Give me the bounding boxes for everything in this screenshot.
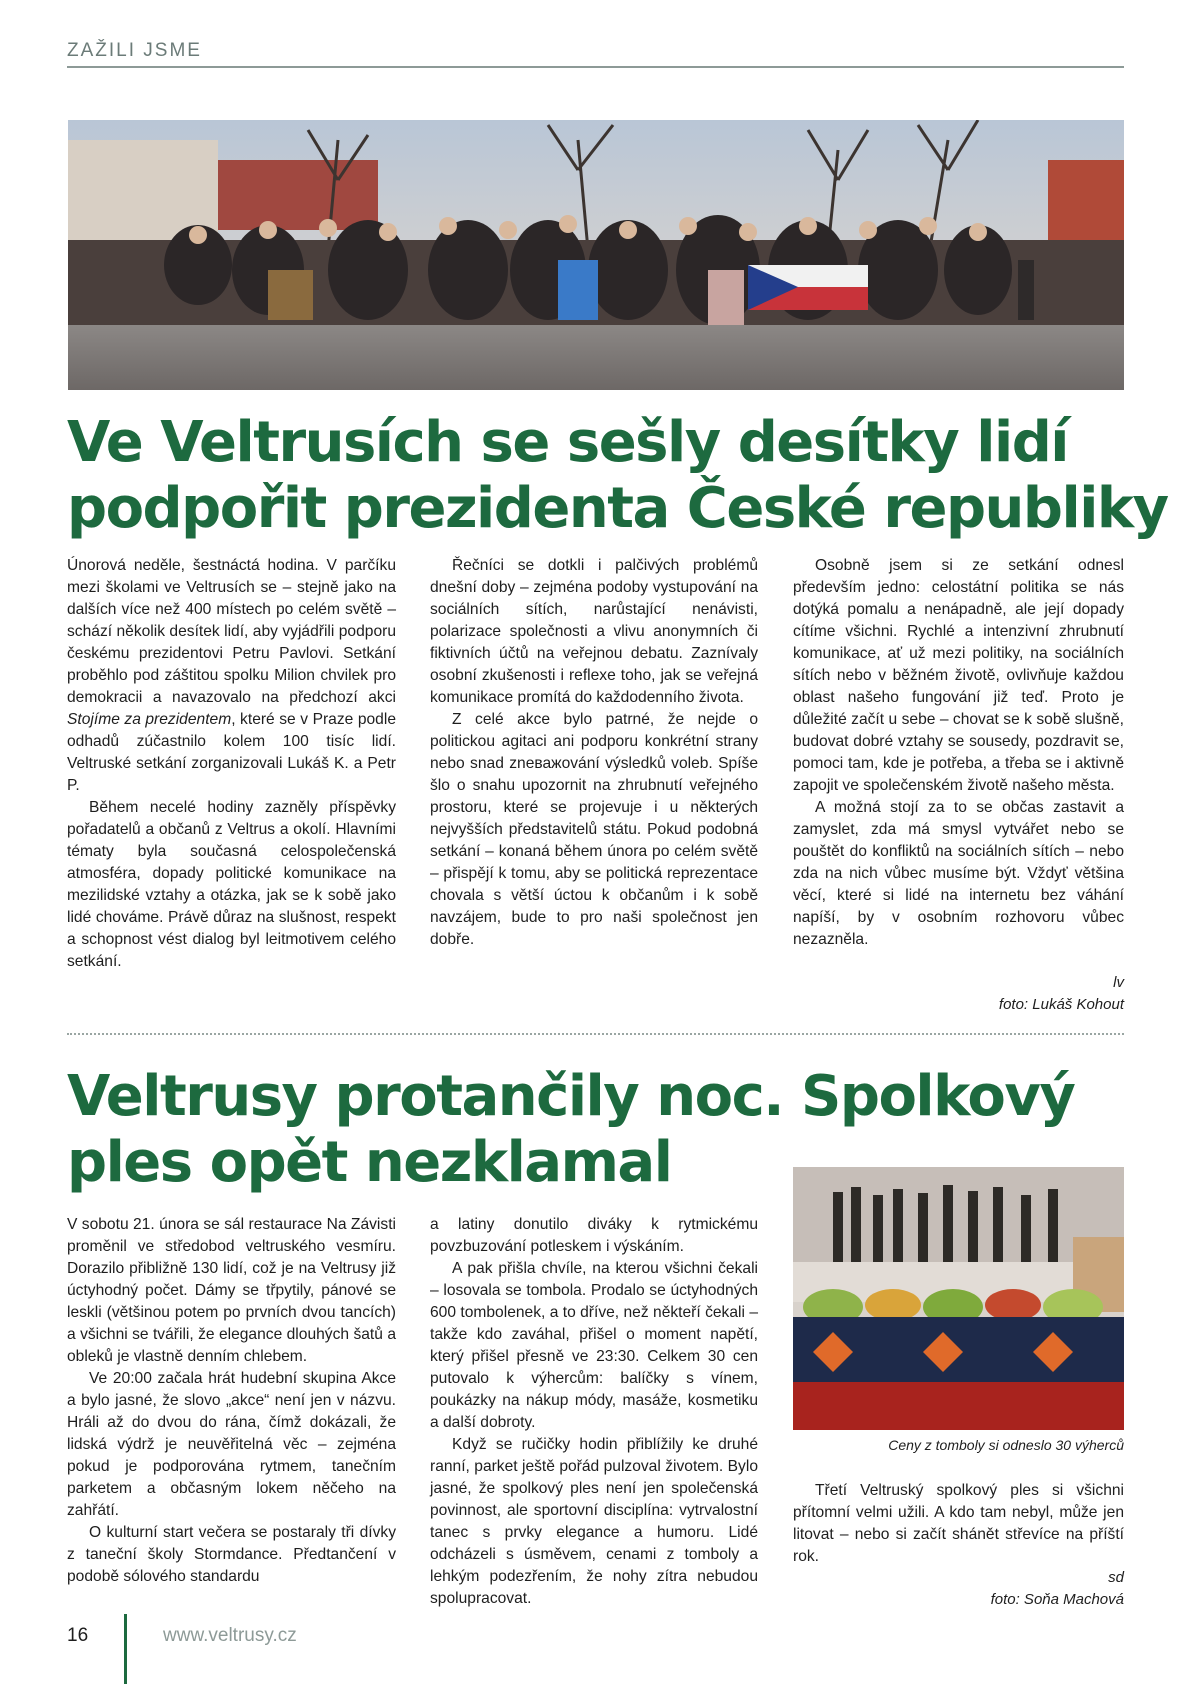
section-label: ZAŽILI JSME — [67, 40, 202, 61]
article2-headline-line2: ples opět nezklamal — [67, 1130, 672, 1195]
article1-photo-credit: foto: Lukáš Kohout — [998, 996, 1124, 1013]
article2-col1-p1: V sobotu 21. února se sál restaurace Na Závisti proměnil ve středobod veltruského vesmíru. Dorazilo přibližně 130 lidí, což je na Veltrusy již úctyhodný počet. Dámy se třpytily, pánové se leskli (většinou potem po prvních dvou tancích) a všichni se tvářili, že elegance dlouhých šatů a obleků je vlastně denním chlebem. — [67, 1216, 396, 1365]
article2-author: sd — [1108, 1569, 1124, 1586]
article1-col2 — [430, 555, 758, 951]
article1-headline-line1: Ve Veltrusích se sešly desítky lidí — [67, 410, 1068, 475]
article1-headline — [67, 410, 1168, 542]
article2-signature — [991, 1567, 1124, 1611]
article2-col2-p2: A pak přišla chvíle, na kterou všichni čekali – losovala se tombola. Prodalo se úctyhodných 600 tombolenek, a to dříve, než někteří čekali – takže kdo zaváhal, přišel o moment napětí, který přišel přesně ve 23:30. Celkem 30 cen putovalo k výhercům: balíčky s vínem, poukázky na nákup módy, masáže, kosmetiku a další dobroty. — [430, 1260, 758, 1431]
article2-col1 — [67, 1214, 396, 1588]
article1-col1-p1-em: Stojíme za prezidentem — [67, 711, 232, 728]
article2-headline-line1: Veltrusy protančily noc. Spolkový — [67, 1064, 1075, 1129]
article1-col2-p2: Z celé akce bylo patrné, že nejde o politickou agitaci ani podporu konkrétní strany nebo snad zneважování výsledků voleb. Spíše šlo o snahu upozornit na zhrubnutí veřejného prostoru, které se projevuje i u některých nejvyšších představitelů státu. Pokud podobná setkání – konaná během února po celém světě – přispějí k tomu, aby se politická reprezentace chovala s větší úctou k občanům i k sobě navzájem, bude to pro naši společnost jen dobře. — [430, 711, 758, 948]
article2-col2-p3: Když se ručičky hodin přiblížily ke druhé ranní, parket ještě pořád pulzoval životem. Bylo jasné, že spolkový ples není jen společenská povinnost, ale sportovní disciplína: vytrvalostní tanec s prvky elegance a humoru. Lidé odcházeli s úsměvem, cenami z tomboly a lehkým podezřením, že nohy zítra nebudou spolupracovat. — [430, 1436, 758, 1607]
section-divider — [67, 1033, 1124, 1035]
article2-photo-credit: foto: Soňa Machová — [990, 1591, 1124, 1608]
article2-col2 — [430, 1214, 758, 1610]
article1-col3-p2: A možná stojí za to se občas zastavit a zamyslet, zda má smysl vytvářet nebo se pouštět do konfliktů na sociálních sítích – nebo zda na nich vůbec musíme být. Vždyť většina věcí, které si lidé na internetu bez váhání napíší, by v osobním rozhovoru vůbec nezazněla. — [793, 799, 1124, 948]
article2-col1-p2: Ve 20:00 začala hrát hudební skupina Akce a bylo jasné, že slovo „akce“ není jen v názvu. Hráli až do dvou do rána, čímž dokázali, že lidská výdrž je neuvěřitelná věc – zejména pokud je podporována rytmem, tanečním parketem a občasným lokem něčeho na zahřátí. — [67, 1370, 396, 1519]
article1-signature — [999, 972, 1124, 1016]
article1-col2-p1: Řečníci se dotkli i palčivých problémů dnešní doby – zejména podoby vystupování na sociálních sítích, narůstající nenávisti, polarizace společnosti a vlivu anonymních či fiktivních účtů na veřejnou debatu. Zaznívaly osobní zkušenosti i reflexe toho, jak se veřejná komunikace promítá do každodenního života. — [430, 557, 758, 706]
article1-col1-p1-a: Únorová neděle, šestnáctá hodina. V parčíku mezi školami ve Veltrusích se – stejně jako na dalších více než 400 místech po celém světě – schází několik desítek lidí, aby vyjádřili podporu českému prezidentovi Petru Pavlovi. Setkání proběhlo pod záštitou spolku Milion chvilek pro demokracii a navazovalo na předchozí akci — [67, 557, 396, 706]
footer-bar — [124, 1614, 127, 1684]
article2-col3 — [793, 1480, 1124, 1568]
article1-col1-p2: Během necelé hodiny zazněly příspěvky pořadatelů a občanů z Veltrus a okolí. Hlavními tématy byla současná celospolečenská atmosféra, dopady politické komunikace na mezilidské vztahy a otázka, jak se k sobě jako lidé chováme. Právě důraz na slušnost, respekt a schopnost vést dialog byl leitmotivem celého setkání. — [67, 799, 396, 970]
article1-col1-p1 — [67, 555, 396, 797]
article1-col1-p1-b: , které se v Praze podle odhadů zúčastnilo kolem 100 tisíc lidí. Veltruské setkání zorganizovali Lukáš K. a Petr P. — [67, 711, 396, 794]
article1-col3 — [793, 555, 1124, 951]
article1-col3-p1: Osobně jsem si ze setkání odnesl především jedno: celostátní politika se nás dotýká pomalu a nenápadně, ale její dopady cítíme všichni. Rychlé a intenzivní zhrubnutí komunikace, ať už mezi politiky, na sociálních sítích nebo v běžném životě, ovlivňuje každou oblast našeho fungování již teď. Proto je důležité začít u sebe – chovat se k sobě slušně, budovat dobré vztahy se sousedy, pozdravit se, pomoci tam, kde je potřeba, a třeba se i aktivně zapojit ve společenském životě našeho města. — [793, 557, 1124, 794]
article2-col1-p3: O kulturní start večera se postaraly tři dívky z taneční školy Stormdance. Předtančení v podobě sólového standardu — [67, 1524, 396, 1585]
article2-col2-p1: a latiny donutilo diváky k rytmickému povzbuzování potleskem i výskáním. — [430, 1216, 758, 1255]
crowd-photo — [68, 120, 1124, 390]
article2-col3-p1: Třetí Veltruský spolkový ples si všichni přítomní velmi užili. A kdo tam nebyl, může jen litovat – nebo si začít shánět střevíce na příští rok. — [793, 1482, 1124, 1565]
page-number: 16 — [67, 1625, 89, 1646]
article1-col1 — [67, 555, 396, 973]
header-rule — [67, 66, 1124, 68]
footer-url[interactable]: www.veltrusy.cz — [163, 1625, 297, 1646]
tombola-photo-caption: Ceny z tomboly si odneslo 30 výherců — [888, 1437, 1124, 1453]
article1-headline-line2: podpořit prezidenta České republiky — [67, 476, 1168, 541]
tombola-prizes-photo — [793, 1167, 1124, 1430]
article1-author: lv — [1113, 974, 1124, 991]
